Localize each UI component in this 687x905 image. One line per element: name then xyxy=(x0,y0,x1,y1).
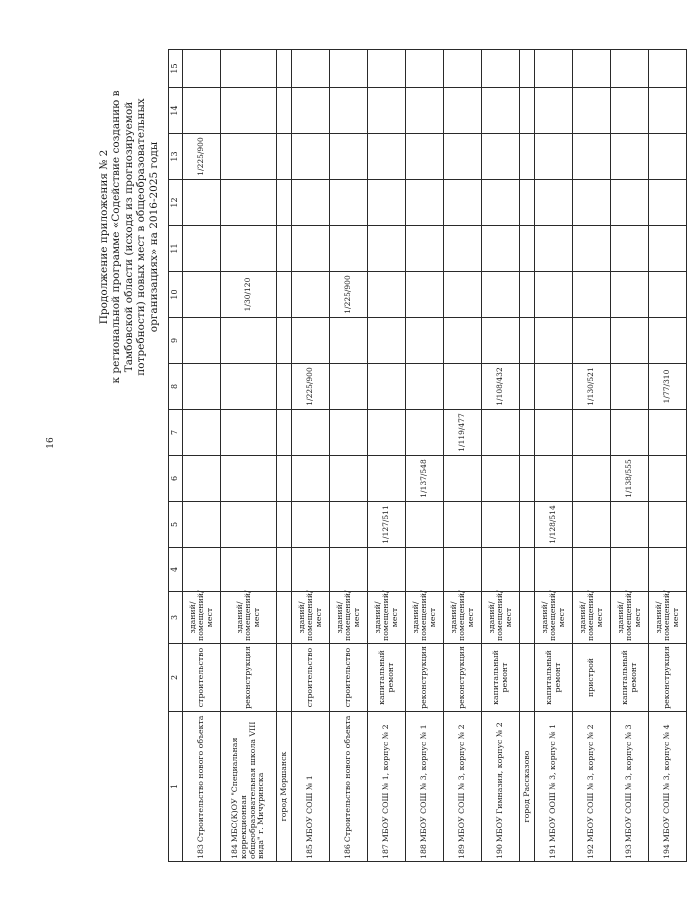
value-cell xyxy=(292,226,330,272)
unit-cell: зданий/ помещений/ мест xyxy=(183,592,221,644)
table-row xyxy=(535,50,573,862)
column-header: 7 xyxy=(169,410,183,456)
value-cell xyxy=(444,318,482,364)
value-cell xyxy=(444,88,482,134)
empty-cell xyxy=(573,50,611,88)
value-cell: 1/225/900 xyxy=(292,364,330,410)
row-number: 186 xyxy=(343,844,353,859)
empty-cell xyxy=(330,50,368,88)
value-cell xyxy=(368,226,406,272)
city-name: город Рассказово xyxy=(520,712,535,862)
work-type-cell: реконструкция xyxy=(444,644,482,712)
object-name-cell xyxy=(368,712,406,862)
unit-cell: зданий/ помещений/ мест xyxy=(611,592,649,644)
value-cell xyxy=(330,456,368,502)
table-row xyxy=(330,50,368,862)
value-cell: 1/130/521 xyxy=(573,364,611,410)
table-row xyxy=(444,50,482,862)
unit-cell: зданий/ помещений/ мест xyxy=(573,592,611,644)
value-cell xyxy=(482,410,520,456)
work-type-cell: капитальный ремонт xyxy=(535,644,573,712)
value-cell: 1/225/900 xyxy=(183,134,221,180)
work-type-cell: строительство xyxy=(183,644,221,712)
value-cell xyxy=(611,364,649,410)
empty-cell xyxy=(611,50,649,88)
value-cell xyxy=(535,410,573,456)
value-cell xyxy=(406,272,444,318)
value-cell xyxy=(183,180,221,226)
value-cell xyxy=(482,226,520,272)
empty-cell xyxy=(520,50,535,88)
empty-cell xyxy=(520,272,535,318)
table-header-row xyxy=(169,50,183,862)
column-header: 5 xyxy=(169,502,183,548)
city-section-row xyxy=(520,50,535,862)
object-name: Строительство нового объекта xyxy=(343,715,353,843)
value-cell xyxy=(482,272,520,318)
caption-line: к региональной программе «Содействие созданию в xyxy=(110,90,123,384)
empty-cell xyxy=(221,548,277,592)
value-cell xyxy=(649,502,687,548)
row-number: 193 xyxy=(624,844,634,859)
column-header: 2 xyxy=(169,644,183,712)
empty-cell xyxy=(277,364,292,410)
value-cell xyxy=(573,226,611,272)
value-cell xyxy=(611,502,649,548)
value-cell xyxy=(221,134,277,180)
value-cell: 1/128/514 xyxy=(535,502,573,548)
column-header: 3 xyxy=(169,592,183,644)
value-cell xyxy=(535,226,573,272)
value-cell xyxy=(406,180,444,226)
object-name: МБОУ СОШ № 1, корпус № 2 xyxy=(381,724,391,843)
empty-cell xyxy=(649,50,687,88)
value-cell xyxy=(183,410,221,456)
row-number: 187 xyxy=(381,844,391,859)
object-name-cell xyxy=(649,712,687,862)
row-number: 184 xyxy=(230,844,240,859)
column-header: 1 xyxy=(169,712,183,862)
table-row xyxy=(292,50,330,862)
column-header: 12 xyxy=(169,180,183,226)
value-cell xyxy=(573,410,611,456)
object-name: МБОУ Гимназия, корпус № 2 xyxy=(495,722,505,843)
object-name-cell xyxy=(535,712,573,862)
value-cell: 1/225/900 xyxy=(330,272,368,318)
table-row xyxy=(368,50,406,862)
empty-cell xyxy=(535,50,573,88)
value-cell: 1/77/310 xyxy=(649,364,687,410)
value-cell xyxy=(444,364,482,410)
value-cell xyxy=(573,88,611,134)
empty-cell xyxy=(482,50,520,88)
value-cell xyxy=(368,364,406,410)
value-cell xyxy=(368,318,406,364)
value-cell xyxy=(221,318,277,364)
value-cell xyxy=(221,502,277,548)
empty-cell xyxy=(368,548,406,592)
work-type-cell: реконструкция xyxy=(221,644,277,712)
table-row xyxy=(611,50,649,862)
value-cell xyxy=(368,134,406,180)
empty-cell xyxy=(277,50,292,88)
column-header: 10 xyxy=(169,272,183,318)
value-cell xyxy=(368,272,406,318)
unit-cell: зданий/ помещений/ мест xyxy=(535,592,573,644)
caption-line: организациях» на 2016-2025 годы xyxy=(147,141,160,333)
empty-cell xyxy=(482,548,520,592)
unit-cell: зданий/ помещений/ мест xyxy=(330,592,368,644)
value-cell xyxy=(535,318,573,364)
empty-cell xyxy=(520,364,535,410)
value-cell xyxy=(221,410,277,456)
object-name-cell xyxy=(183,712,221,862)
work-type-cell: реконструкция xyxy=(406,644,444,712)
value-cell xyxy=(368,456,406,502)
value-cell xyxy=(406,364,444,410)
value-cell xyxy=(649,318,687,364)
value-cell xyxy=(406,88,444,134)
empty-cell xyxy=(520,318,535,364)
object-name-cell xyxy=(221,712,277,862)
empty-cell xyxy=(573,548,611,592)
value-cell xyxy=(573,502,611,548)
empty-cell xyxy=(277,134,292,180)
value-cell xyxy=(444,180,482,226)
value-cell xyxy=(444,272,482,318)
value-cell xyxy=(183,272,221,318)
empty-cell xyxy=(535,548,573,592)
value-cell xyxy=(221,226,277,272)
empty-cell xyxy=(520,226,535,272)
empty-cell xyxy=(277,180,292,226)
page-number: 16 xyxy=(46,437,56,449)
row-number: 194 xyxy=(662,844,672,859)
empty-cell xyxy=(520,592,535,644)
value-cell xyxy=(330,502,368,548)
work-type-cell: строительство xyxy=(330,644,368,712)
value-cell xyxy=(482,88,520,134)
value-cell: 1/138/555 xyxy=(611,456,649,502)
object-name: МБОУ СОШ № 3, корпус № 3 xyxy=(624,724,634,843)
row-number: 185 xyxy=(305,844,315,859)
object-name-cell xyxy=(330,712,368,862)
empty-cell xyxy=(183,548,221,592)
empty-cell xyxy=(277,410,292,456)
value-cell xyxy=(368,88,406,134)
value-cell xyxy=(573,318,611,364)
object-name-cell xyxy=(406,712,444,862)
object-name-cell xyxy=(292,712,330,862)
value-cell xyxy=(330,318,368,364)
empty-cell xyxy=(520,456,535,502)
empty-cell xyxy=(221,50,277,88)
value-cell xyxy=(330,134,368,180)
value-cell xyxy=(292,88,330,134)
column-header: 4 xyxy=(169,548,183,592)
object-name-cell xyxy=(573,712,611,862)
object-name-cell xyxy=(611,712,649,862)
work-type-cell: строительство xyxy=(292,644,330,712)
value-cell xyxy=(221,456,277,502)
table-row xyxy=(183,50,221,862)
empty-cell xyxy=(277,318,292,364)
value-cell: 1/137/548 xyxy=(406,456,444,502)
empty-cell xyxy=(611,548,649,592)
row-number: 189 xyxy=(457,844,467,859)
empty-cell xyxy=(183,50,221,88)
value-cell xyxy=(573,134,611,180)
empty-cell xyxy=(444,50,482,88)
value-cell xyxy=(482,180,520,226)
value-cell xyxy=(292,318,330,364)
program-table xyxy=(168,49,687,862)
value-cell xyxy=(292,502,330,548)
value-cell xyxy=(649,88,687,134)
table-row xyxy=(573,50,611,862)
work-type-cell: капитальный ремонт xyxy=(482,644,520,712)
caption-line: Продолжение приложения № 2 xyxy=(98,149,110,325)
city-name: город Моршанск xyxy=(277,712,292,862)
value-cell xyxy=(573,180,611,226)
empty-cell xyxy=(520,548,535,592)
row-number: 183 xyxy=(196,844,206,859)
empty-cell xyxy=(368,50,406,88)
empty-cell xyxy=(330,548,368,592)
unit-cell: зданий/ помещений/ мест xyxy=(221,592,277,644)
row-number: 188 xyxy=(419,844,429,859)
object-name-cell xyxy=(444,712,482,862)
empty-cell xyxy=(292,548,330,592)
value-cell xyxy=(330,88,368,134)
value-cell xyxy=(330,226,368,272)
value-cell xyxy=(444,226,482,272)
value-cell xyxy=(406,318,444,364)
value-cell xyxy=(649,456,687,502)
value-cell xyxy=(292,134,330,180)
value-cell xyxy=(444,134,482,180)
value-cell: 1/30/120 xyxy=(221,272,277,318)
object-name: МБОУ ООШ № 3, корпус № 1 xyxy=(548,723,558,843)
value-cell xyxy=(649,134,687,180)
empty-cell xyxy=(277,644,292,712)
value-cell xyxy=(368,410,406,456)
value-cell xyxy=(292,456,330,502)
value-cell xyxy=(221,88,277,134)
object-name: МБОУ СОШ № 3, корпус № 2 xyxy=(457,724,467,843)
value-cell xyxy=(611,88,649,134)
value-cell xyxy=(330,364,368,410)
value-cell xyxy=(330,410,368,456)
work-type-cell: капитальный ремонт xyxy=(368,644,406,712)
object-name: Строительство нового объекта xyxy=(196,715,206,843)
object-name-cell xyxy=(482,712,520,862)
work-type-cell: капитальный ремонт xyxy=(611,644,649,712)
value-cell xyxy=(573,272,611,318)
table-row xyxy=(221,50,277,862)
value-cell xyxy=(183,88,221,134)
unit-cell: зданий/ помещений/ мест xyxy=(649,592,687,644)
empty-cell xyxy=(277,456,292,502)
empty-cell xyxy=(520,134,535,180)
empty-cell xyxy=(277,592,292,644)
unit-cell: зданий/ помещений/ мест xyxy=(292,592,330,644)
table-row xyxy=(482,50,520,862)
value-cell xyxy=(406,134,444,180)
rotated-page-content xyxy=(96,50,680,862)
value-cell xyxy=(292,272,330,318)
empty-cell xyxy=(520,410,535,456)
empty-cell xyxy=(277,502,292,548)
value-cell xyxy=(611,272,649,318)
value-cell xyxy=(482,502,520,548)
value-cell xyxy=(611,318,649,364)
value-cell xyxy=(406,226,444,272)
city-section-row xyxy=(277,50,292,862)
value-cell xyxy=(611,226,649,272)
object-name: МБОУ СОШ № 1 xyxy=(305,775,315,843)
value-cell xyxy=(649,410,687,456)
table-row xyxy=(649,50,687,862)
value-cell: 1/108/432 xyxy=(482,364,520,410)
value-cell xyxy=(482,456,520,502)
row-number: 190 xyxy=(495,844,505,859)
work-type-cell: пристрой xyxy=(573,644,611,712)
unit-cell: зданий/ помещений/ мест xyxy=(406,592,444,644)
empty-cell xyxy=(277,226,292,272)
value-cell xyxy=(406,502,444,548)
column-header: 8 xyxy=(169,364,183,410)
value-cell: 1/119/477 xyxy=(444,410,482,456)
value-cell xyxy=(573,456,611,502)
empty-cell xyxy=(277,88,292,134)
empty-cell xyxy=(520,502,535,548)
value-cell: 1/127/511 xyxy=(368,502,406,548)
object-name: МБС(К)ОУ "Специальная коррекционная общеобразовательная школа VIII вида" г. Мичуринска xyxy=(230,721,266,859)
value-cell xyxy=(482,134,520,180)
value-cell xyxy=(482,318,520,364)
appendix-caption xyxy=(98,52,160,422)
empty-cell xyxy=(520,644,535,712)
column-header: 11 xyxy=(169,226,183,272)
column-header: 9 xyxy=(169,318,183,364)
work-type-cell: реконструкция xyxy=(649,644,687,712)
empty-cell xyxy=(292,50,330,88)
value-cell xyxy=(535,180,573,226)
column-header: 15 xyxy=(169,50,183,88)
value-cell xyxy=(444,456,482,502)
empty-cell xyxy=(277,272,292,318)
table-row xyxy=(406,50,444,862)
value-cell xyxy=(535,456,573,502)
value-cell xyxy=(444,502,482,548)
value-cell xyxy=(535,88,573,134)
value-cell xyxy=(183,364,221,410)
row-number: 191 xyxy=(548,844,558,859)
unit-cell: зданий/ помещений/ мест xyxy=(368,592,406,644)
object-name: МБОУ СОШ № 3, корпус № 1 xyxy=(419,724,429,843)
empty-cell xyxy=(520,88,535,134)
empty-cell xyxy=(406,548,444,592)
value-cell xyxy=(649,180,687,226)
value-cell xyxy=(221,180,277,226)
value-cell xyxy=(183,456,221,502)
column-header: 13 xyxy=(169,134,183,180)
empty-cell xyxy=(406,50,444,88)
value-cell xyxy=(649,226,687,272)
value-cell xyxy=(535,272,573,318)
empty-cell xyxy=(444,548,482,592)
object-name: МБОУ СОШ № 3, корпус № 2 xyxy=(586,724,596,843)
value-cell xyxy=(221,364,277,410)
value-cell xyxy=(611,134,649,180)
unit-cell: зданий/ помещений/ мест xyxy=(482,592,520,644)
column-header: 6 xyxy=(169,456,183,502)
caption-line: Тамбовской области (исходя из прогнозируемой xyxy=(122,101,135,373)
value-cell xyxy=(292,410,330,456)
row-number: 192 xyxy=(586,844,596,859)
empty-cell xyxy=(649,548,687,592)
column-header: 14 xyxy=(169,88,183,134)
value-cell xyxy=(535,364,573,410)
value-cell xyxy=(611,410,649,456)
value-cell xyxy=(330,180,368,226)
value-cell xyxy=(649,272,687,318)
empty-cell xyxy=(520,180,535,226)
value-cell xyxy=(535,134,573,180)
value-cell xyxy=(183,318,221,364)
empty-cell xyxy=(277,548,292,592)
value-cell xyxy=(611,180,649,226)
value-cell xyxy=(292,180,330,226)
caption-line: потребности) новых мест в общеобразовательных xyxy=(135,98,148,376)
value-cell xyxy=(183,502,221,548)
value-cell xyxy=(368,180,406,226)
value-cell xyxy=(183,226,221,272)
value-cell xyxy=(406,410,444,456)
object-name: МБОУ СОШ № 3, корпус № 4 xyxy=(662,724,672,843)
unit-cell: зданий/ помещений/ мест xyxy=(444,592,482,644)
